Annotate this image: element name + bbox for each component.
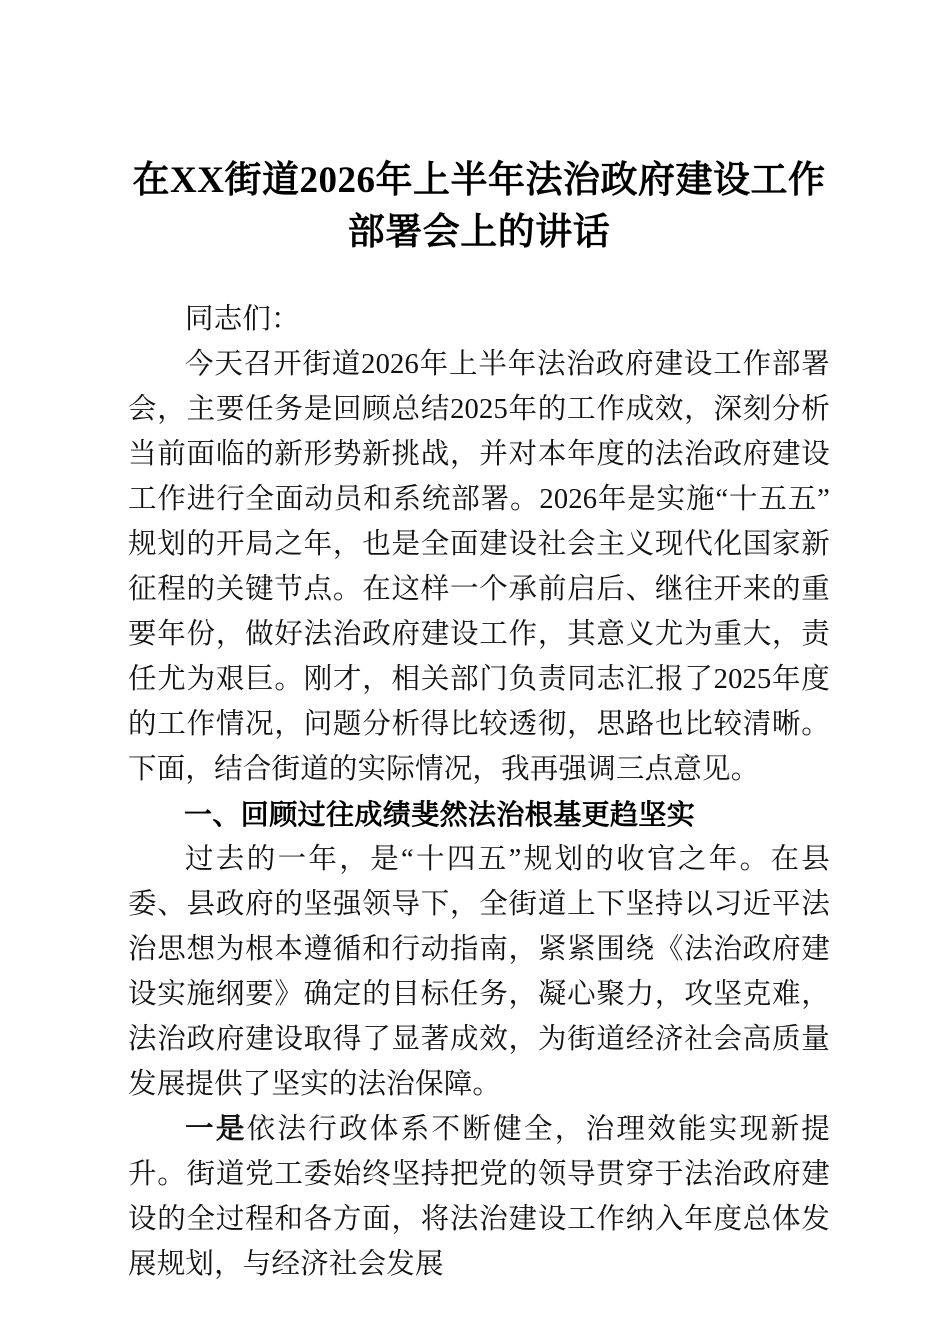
point-one-body-text: 依法行政体系不断健全，治理效能实现新提升。街道党工委始终坚持把党的领导贯穿于法治政府建设的全过程和各方面，将法治建设工作纳入年度总体发展规划，与经济社会发展: [128, 1114, 830, 1280]
paragraph-review-achievements: 过去的一年，是“十四五”规划的收官之年。在县委、县政府的坚强领导下，全街道上下坚持以习近平法治思想为根本遵循和行动指南，紧紧围绕《法治政府建设实施纲要》确定的目标任务，凝心聚力，攻坚克难，法治政府建设取得了显著成效，为街道经济社会高质量发展提供了坚实的法治保障。: [128, 844, 830, 1100]
paragraph-opening-remarks: 今天召开街道2026年上半年法治政府建设工作部署会，主要任务是回顾总结2025年的工作成效，深刻分析当前面临的新形势新挑战，并对本年度的法治政府建设工作进行全面动员和系统部署。2026年是实施“十五五”规划的开局之年，也是全面建设社会主义现代化国家新征程的关键节点。在这样一个承前启后、继往开来的重要年份，做好法治政府建设工作，其意义尤为重大，责任尤为艰巨。刚才，相关部门负责同志汇报了2025年度的工作情况，问题分析得比较透彻，思路也比较清晰。下面，结合街道的实际情况，我再强调三点意见。: [128, 349, 830, 785]
paragraph-point-one: [128, 1107, 830, 1287]
salutation: 同志们：: [185, 304, 300, 335]
point-one-lead-label: 一是: [185, 1113, 247, 1145]
page-content-area: [128, 0, 830, 1287]
page-title: 在XX街道2026年上半年法治政府建设工作部署会上的讲话: [132, 160, 826, 253]
document-body: [128, 297, 830, 1287]
section-heading-1: 一、回顾过往成绩斐然法治根基更趋坚实: [184, 799, 696, 830]
